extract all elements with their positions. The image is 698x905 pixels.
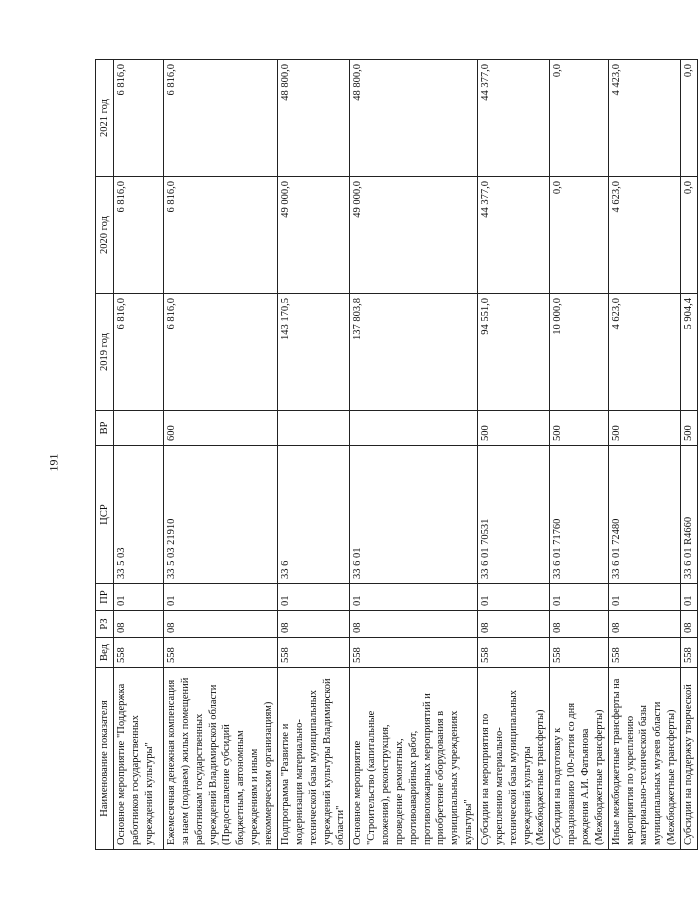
row-2021: 6 816,0 [164, 60, 278, 177]
row-rz: 08 [350, 611, 478, 638]
row-2020: 49 000,0 [278, 177, 350, 294]
header-2021: 2021 год [96, 60, 114, 177]
header-rz: РЗ [96, 611, 114, 638]
row-2019: 137 803,8 [350, 294, 478, 411]
header-2019: 2019 год [96, 294, 114, 411]
row-pr: 01 [114, 584, 164, 611]
row-rz: 08 [608, 611, 680, 638]
row-csr: 33 6 01 71760 [550, 446, 608, 584]
header-name: Наименование показателя [96, 668, 114, 850]
table-header-row [96, 60, 114, 850]
row-rz: 08 [681, 611, 698, 638]
table-row [164, 60, 278, 850]
row-name: Субсидии на подготовку к празднованию 100-летия со дня рождения А.И. Фатьянова (Межбюджетные трансферты) [550, 668, 608, 850]
header-vr: ВР [96, 411, 114, 446]
row-csr: 33 5 03 21910 [164, 446, 278, 584]
row-ved: 558 [550, 638, 608, 668]
row-2020: 4 623,0 [608, 177, 680, 294]
row-rz: 08 [550, 611, 608, 638]
row-csr: 33 6 01 [350, 446, 478, 584]
row-ved: 558 [478, 638, 550, 668]
row-ved: 558 [164, 638, 278, 668]
row-ved: 558 [350, 638, 478, 668]
page-number [44, 452, 64, 472]
header-2020: 2020 год [96, 177, 114, 294]
row-ved: 558 [278, 638, 350, 668]
row-2020: 44 377,0 [478, 177, 550, 294]
table-row [114, 60, 164, 850]
row-name: Иные межбюджетные трансферты на мероприятия по укреплению материально-технической базы муниципальных музеев области (Межбюджетные трансферты) [608, 668, 680, 850]
row-name: Основное мероприятие "Строительство (капитальные вложения), реконструкция, проведение ремонтных, противоаварийных работ, противопожарных мероприятий и приобретение оборудования в муниципальных учреждениях культуры" [350, 668, 478, 850]
row-2020: 6 816,0 [114, 177, 164, 294]
row-name: Основное мероприятие "Поддержка работников государственных учреждений культуры" [114, 668, 164, 850]
row-2019: 10 000,0 [550, 294, 608, 411]
row-2021: 48 800,0 [278, 60, 350, 177]
row-csr: 33 6 01 R4660 [681, 446, 698, 584]
row-pr: 01 [164, 584, 278, 611]
row-2021: 0,0 [681, 60, 698, 177]
row-name: Субсидии на мероприятия по укреплению материально-технической базы муниципальных учреждений культуры (Межбюджетные трансферты) [478, 668, 550, 850]
row-2019: 5 904,4 [681, 294, 698, 411]
rotated-table-container [95, 60, 695, 850]
row-2020: 6 816,0 [164, 177, 278, 294]
table-row [478, 60, 550, 850]
row-vr: 500 [608, 411, 680, 446]
row-pr: 01 [350, 584, 478, 611]
row-2020: 49 000,0 [350, 177, 478, 294]
row-pr: 01 [608, 584, 680, 611]
table-row [278, 60, 350, 850]
row-pr: 01 [681, 584, 698, 611]
row-ved: 558 [681, 638, 698, 668]
row-name: Субсидии на поддержку творческой [681, 668, 698, 850]
header-pr: ПР [96, 584, 114, 611]
row-pr: 01 [550, 584, 608, 611]
row-2021: 6 816,0 [114, 60, 164, 177]
row-vr [350, 411, 478, 446]
table-row [608, 60, 680, 850]
row-vr: 500 [478, 411, 550, 446]
row-name: Подпрограмма "Развитие и модернизация материально-технической базы муниципальных учреждений культуры Владимирской области" [278, 668, 350, 850]
row-csr: 33 6 [278, 446, 350, 584]
row-rz: 08 [114, 611, 164, 638]
row-2019: 94 551,0 [478, 294, 550, 411]
row-2019: 143 170,5 [278, 294, 350, 411]
row-2021: 44 377,0 [478, 60, 550, 177]
row-2019: 4 623,0 [608, 294, 680, 411]
row-rz: 08 [478, 611, 550, 638]
table-row [681, 60, 698, 850]
row-2020: 0,0 [550, 177, 608, 294]
budget-table [95, 59, 698, 850]
row-ved: 558 [114, 638, 164, 668]
row-vr [114, 411, 164, 446]
row-vr: 500 [681, 411, 698, 446]
row-csr: 33 5 03 [114, 446, 164, 584]
row-csr: 33 6 01 72480 [608, 446, 680, 584]
row-vr [278, 411, 350, 446]
row-ved: 558 [608, 638, 680, 668]
header-ved: Вед [96, 638, 114, 668]
header-csr: ЦСР [96, 446, 114, 584]
row-rz: 08 [278, 611, 350, 638]
row-pr: 01 [478, 584, 550, 611]
row-rz: 08 [164, 611, 278, 638]
row-vr: 500 [550, 411, 608, 446]
row-name: Ежемесячная денежная компенсация за наем (поднаем) жилых помещений работникам государственных учреждений Владимирской области (Предоставление субсидий бюджетным, автономным учреждениям и иным некоммерческим организациям) [164, 668, 278, 850]
row-2019: 6 816,0 [114, 294, 164, 411]
row-2021: 48 800,0 [350, 60, 478, 177]
row-vr: 600 [164, 411, 278, 446]
table-row [550, 60, 608, 850]
table-row [350, 60, 478, 850]
row-2021: 4 423,0 [608, 60, 680, 177]
row-csr: 33 6 01 70531 [478, 446, 550, 584]
row-pr: 01 [278, 584, 350, 611]
row-2020: 0,0 [681, 177, 698, 294]
page-number-text: 191 [46, 453, 61, 471]
row-2019: 6 816,0 [164, 294, 278, 411]
row-2021: 0,0 [550, 60, 608, 177]
